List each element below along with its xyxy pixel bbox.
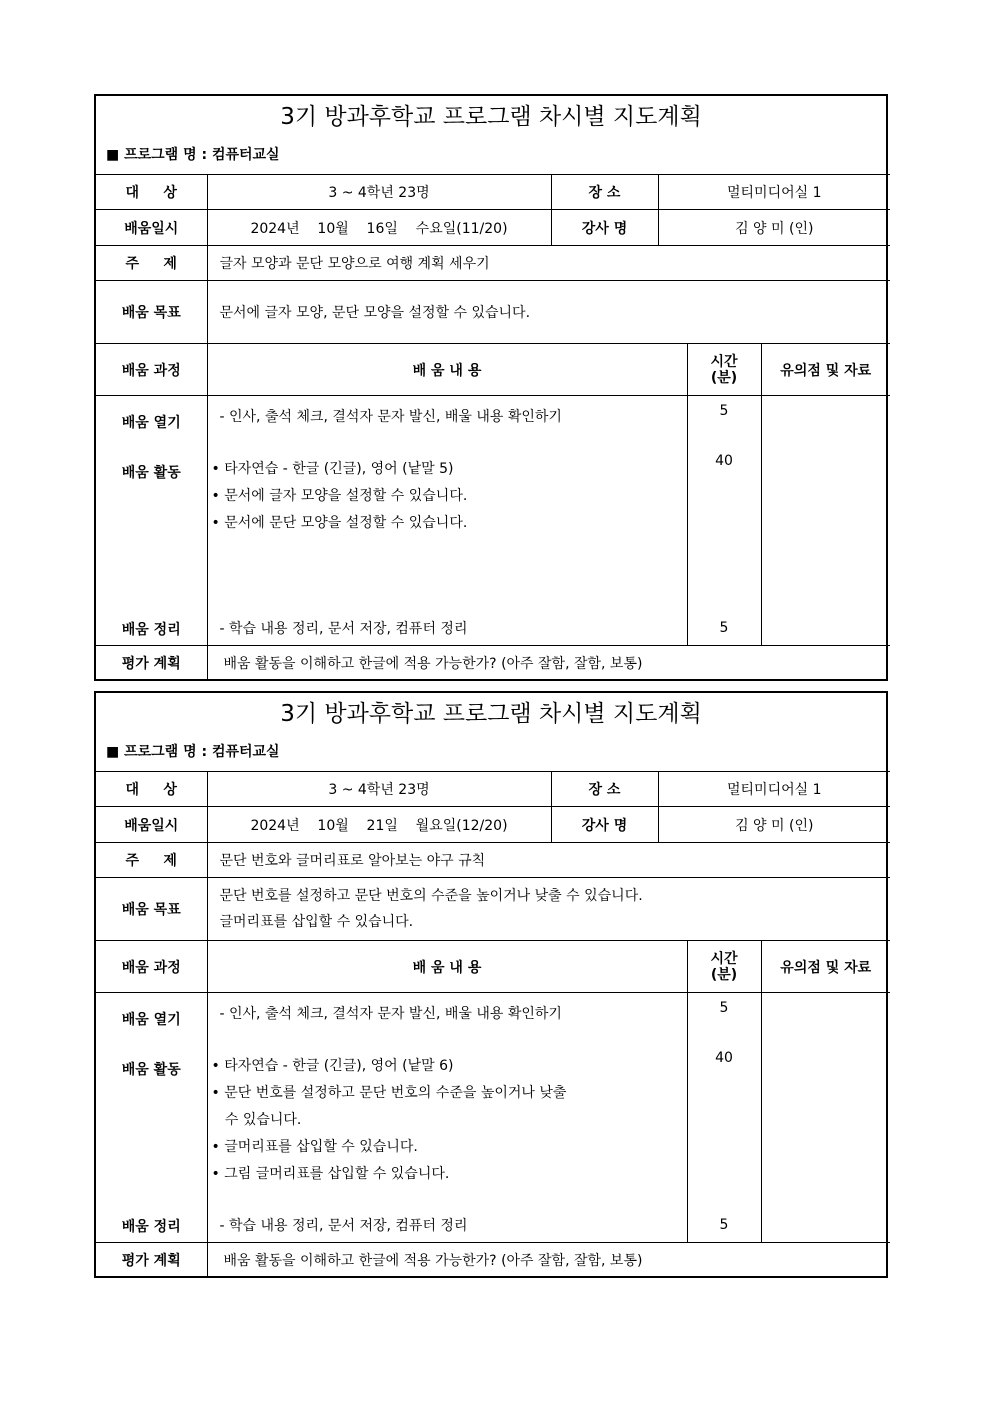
goal-line: 문단 번호를 설정하고 문단 번호의 수준을 높이거나 낮출 수 있습니다. (219, 888, 643, 904)
teacher-value: 김 양 미 (인) (658, 807, 890, 843)
evaluation-label: 평가 계획 (96, 646, 207, 681)
program-name: ■ 프로그램 명 : 컴퓨터교실 (106, 744, 280, 760)
process-content (207, 396, 687, 646)
program-name: ■ 프로그램 명 : 컴퓨터교실 (106, 147, 280, 163)
wrapup-text: - 학습 내용 정리, 문서 저장, 컴퓨터 정리 (219, 1218, 468, 1234)
place-value: 멀티미디어실 1 (658, 175, 890, 210)
lesson-plan-1 (94, 94, 888, 681)
intro-text: - 인사, 출석 체크, 결석자 문자 발신, 배울 내용 확인하기 (219, 409, 562, 425)
notes-value (761, 993, 890, 1243)
goal-value (207, 281, 890, 344)
process-stages (96, 396, 207, 646)
place-label: 장 소 (551, 772, 658, 807)
evaluation-value: 배움 활동을 이해하고 한글에 적용 가능한가? (아주 잘함, 잘함, 보통) (207, 646, 890, 681)
goal-label: 배움 목표 (96, 878, 207, 941)
wrapup-time: 5 (719, 1217, 729, 1233)
date-label: 배움일시 (96, 807, 207, 843)
time-label: 시간 (분) (687, 344, 761, 396)
process-stages (96, 993, 207, 1243)
plan-title: 3기 방과후학교 프로그램 차시별 지도계획 (280, 104, 702, 130)
notes-label: 유의점 및 자료 (761, 941, 890, 993)
topic-value: 문단 번호와 글머리표로 알아보는 야구 규칙 (207, 843, 890, 878)
activity-label: 배움 활동 (121, 1062, 181, 1078)
activity-item: • 그림 글머리표를 삽입할 수 있습니다. (211, 1166, 450, 1182)
activity-time: 40 (715, 1050, 733, 1066)
activity-item: • 문서에 문단 모양을 설정할 수 있습니다. (211, 515, 468, 531)
target-label: 대 상 (96, 772, 207, 807)
evaluation-label: 평가 계획 (96, 1243, 207, 1278)
process-times (687, 396, 761, 646)
topic-label: 주 제 (96, 843, 207, 878)
activity-item: • 타자연습 - 한글 (긴글), 영어 (낱말 5) (211, 461, 454, 477)
intro-time: 5 (719, 403, 729, 419)
process-times (687, 993, 761, 1243)
teacher-label: 강사 명 (551, 210, 658, 246)
place-label: 장 소 (551, 175, 658, 210)
plan-table (96, 174, 890, 681)
activity-label: 배움 활동 (121, 465, 181, 481)
goal-line: 문서에 글자 모양, 문단 모양을 설정할 수 있습니다. (219, 305, 531, 321)
intro-time: 5 (719, 1000, 729, 1016)
intro-label: 배움 열기 (121, 415, 181, 431)
target-value: 3 ~ 4학년 23명 (207, 772, 551, 807)
notes-value (761, 396, 890, 646)
teacher-value: 김 양 미 (인) (658, 210, 890, 246)
place-value: 멀티미디어실 1 (658, 772, 890, 807)
goal-label: 배움 목표 (96, 281, 207, 344)
activity-time: 40 (715, 453, 733, 469)
content-label: 배 움 내 용 (207, 344, 687, 396)
date-value: 2024년 10월 21일 월요일(12/20) (207, 807, 551, 843)
notes-label: 유의점 및 자료 (761, 344, 890, 396)
teacher-label: 강사 명 (551, 807, 658, 843)
topic-label: 주 제 (96, 246, 207, 281)
target-label: 대 상 (96, 175, 207, 210)
wrapup-label: 배움 정리 (121, 1219, 181, 1235)
wrapup-label: 배움 정리 (121, 622, 181, 638)
time-label: 시간 (분) (687, 941, 761, 993)
activity-item: 수 있습니다. (211, 1112, 302, 1128)
goal-value (207, 878, 890, 941)
activity-item: • 문단 번호를 설정하고 문단 번호의 수준을 높이거나 낮출 (211, 1085, 567, 1101)
activity-item: • 문서에 글자 모양을 설정할 수 있습니다. (211, 488, 468, 504)
plan-title: 3기 방과후학교 프로그램 차시별 지도계획 (280, 701, 702, 727)
process-label: 배움 과정 (96, 344, 207, 396)
date-label: 배움일시 (96, 210, 207, 246)
content-label: 배 움 내 용 (207, 941, 687, 993)
lesson-plan-2 (94, 691, 888, 1278)
wrapup-text: - 학습 내용 정리, 문서 저장, 컴퓨터 정리 (219, 621, 468, 637)
target-value: 3 ~ 4학년 23명 (207, 175, 551, 210)
topic-value: 글자 모양과 문단 모양으로 여행 계획 세우기 (207, 246, 890, 281)
process-label: 배움 과정 (96, 941, 207, 993)
date-value: 2024년 10월 16일 수요일(11/20) (207, 210, 551, 246)
activity-item: • 글머리표를 삽입할 수 있습니다. (211, 1139, 418, 1155)
process-content (207, 993, 687, 1243)
goal-line: 글머리표를 삽입할 수 있습니다. (219, 914, 414, 930)
wrapup-time: 5 (719, 620, 729, 636)
intro-label: 배움 열기 (121, 1012, 181, 1028)
evaluation-value: 배움 활동을 이해하고 한글에 적용 가능한가? (아주 잘함, 잘함, 보통) (207, 1243, 890, 1278)
plan-table (96, 771, 890, 1278)
activity-item: • 타자연습 - 한글 (긴글), 영어 (낱말 6) (211, 1058, 454, 1074)
intro-text: - 인사, 출석 체크, 결석자 문자 발신, 배울 내용 확인하기 (219, 1006, 562, 1022)
